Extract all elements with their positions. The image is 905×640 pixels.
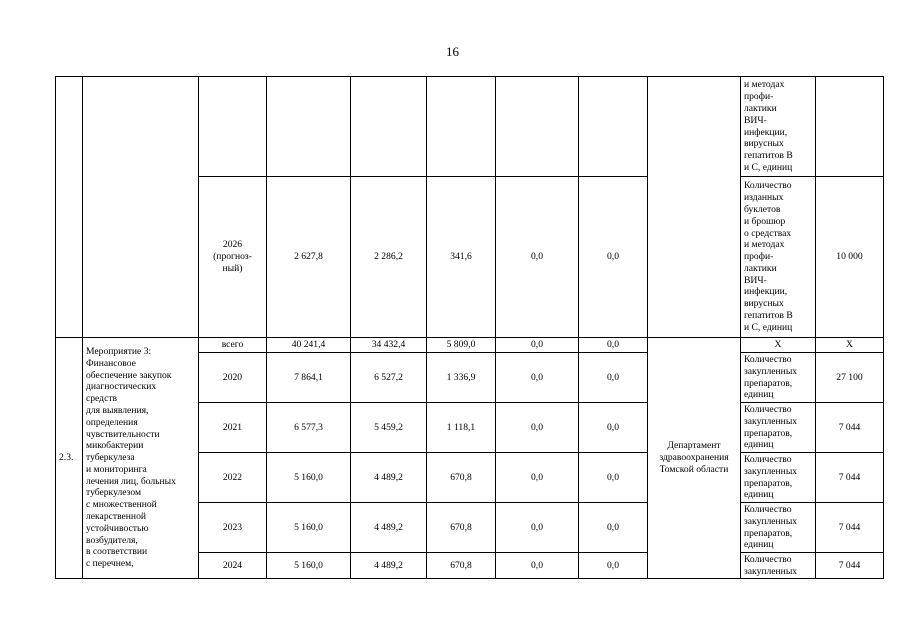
- local-cell: 0,0: [496, 353, 579, 403]
- row-number-cell: 2.3.: [56, 338, 83, 579]
- indicator-value-cell: 7 044: [816, 503, 884, 553]
- indicator-value-cell: [816, 77, 884, 177]
- indicator-cell: Х: [741, 338, 816, 353]
- local-cell: 0,0: [496, 338, 579, 353]
- regional-cell: 670,8: [427, 553, 496, 579]
- federal-cell: 6 527,2: [351, 353, 427, 403]
- executor-text: Департамент здравоохранения Томской области: [659, 440, 729, 475]
- indicator-value-cell: 27 100: [816, 353, 884, 403]
- indicator-cell: [741, 353, 816, 403]
- total-cell: 2 627,8: [267, 177, 351, 338]
- year-cell: всего: [199, 338, 267, 353]
- indicator-text: Количество закупленных препаратов, единиц: [744, 353, 798, 401]
- federal-cell: 5 459,2: [351, 403, 427, 453]
- executor-cell: [648, 77, 741, 338]
- indicator-value-cell: 7 044: [816, 553, 884, 579]
- other-cell: 0,0: [579, 453, 648, 503]
- regional-cell: 670,8: [427, 453, 496, 503]
- regional-cell: [427, 77, 496, 177]
- indicator-value-cell: 7 044: [816, 453, 884, 503]
- page-number: 16: [446, 44, 459, 59]
- indicator-cell: [741, 503, 816, 553]
- year-cell: 2023: [199, 503, 267, 553]
- total-cell: [267, 77, 351, 177]
- local-cell: 0,0: [496, 403, 579, 453]
- indicator-text: Количество закупленных: [744, 553, 798, 577]
- year-cell: 2022: [199, 453, 267, 503]
- local-cell: 0,0: [496, 553, 579, 579]
- year-cell: 2020: [199, 353, 267, 403]
- executor-cell: [648, 338, 741, 579]
- local-cell: [496, 77, 579, 177]
- indicator-text: Количество изданных буклетов и брошюр о средствах и методах профи- лактики ВИЧ- инфекции, вирусных гепатитов В и С, единиц: [744, 180, 793, 333]
- local-cell: 0,0: [496, 177, 579, 338]
- activity-name-cell: [83, 77, 199, 338]
- indicator-cell: [741, 453, 816, 503]
- table-row: [56, 338, 884, 353]
- total-cell: 5 160,0: [267, 453, 351, 503]
- regional-cell: 5 809,0: [427, 338, 496, 353]
- indicator-cell: [741, 77, 816, 177]
- other-cell: 0,0: [579, 338, 648, 353]
- regional-cell: 1 118,1: [427, 403, 496, 453]
- indicator-cell: [741, 403, 816, 453]
- other-cell: 0,0: [579, 177, 648, 338]
- total-cell: 5 160,0: [267, 553, 351, 579]
- regional-cell: 1 336,9: [427, 353, 496, 403]
- indicator-value-cell: 7 044: [816, 403, 884, 453]
- other-cell: 0,0: [579, 553, 648, 579]
- other-cell: 0,0: [579, 353, 648, 403]
- federal-cell: 4 489,2: [351, 553, 427, 579]
- year-cell: 2024: [199, 553, 267, 579]
- federal-cell: [351, 77, 427, 177]
- federal-cell: 2 286,2: [351, 177, 427, 338]
- indicator-text: и методах профи- лактики ВИЧ- инфекции, вирусных гепатитов В и С, единиц: [744, 79, 793, 173]
- other-cell: 0,0: [579, 503, 648, 553]
- regional-cell: 341,6: [427, 177, 496, 338]
- table-row: [56, 77, 884, 177]
- row-number-cell: [56, 77, 83, 338]
- local-cell: 0,0: [496, 503, 579, 553]
- total-cell: 40 241,4: [267, 338, 351, 353]
- other-cell: [579, 77, 648, 177]
- activity-name-cell: [83, 338, 199, 579]
- total-cell: 5 160,0: [267, 503, 351, 553]
- total-cell: 7 864,1: [267, 353, 351, 403]
- year-cell: 2021: [199, 403, 267, 453]
- indicator-text: Количество закупленных препаратов, единиц: [744, 453, 798, 501]
- federal-cell: 4 489,2: [351, 503, 427, 553]
- program-table: [55, 76, 884, 579]
- indicator-cell: [741, 177, 816, 338]
- indicator-text: Количество закупленных препаратов, единиц: [744, 503, 798, 551]
- federal-cell: 34 432,4: [351, 338, 427, 353]
- total-cell: 6 577,3: [267, 403, 351, 453]
- year-cell: 2026 (прогноз- ный): [199, 177, 267, 338]
- local-cell: 0,0: [496, 453, 579, 503]
- indicator-value-cell: 10 000: [816, 177, 884, 338]
- regional-cell: 670,8: [427, 503, 496, 553]
- other-cell: 0,0: [579, 403, 648, 453]
- indicator-text: Количество закупленных препаратов, единиц: [744, 403, 798, 451]
- indicator-value-cell: Х: [816, 338, 884, 353]
- activity-text: Мероприятие 3: Финансовое обеспечение закупок диагностических средств для выявления, определения чувствительности микобактерии туберкулеза и мониторинга лечения лиц, больных туберкулезом с множественной лекарственной устойчивостью возбудителя, в соответствии с перечнем,: [86, 345, 176, 570]
- federal-cell: 4 489,2: [351, 453, 427, 503]
- year-cell: [199, 77, 267, 177]
- indicator-cell: [741, 553, 816, 579]
